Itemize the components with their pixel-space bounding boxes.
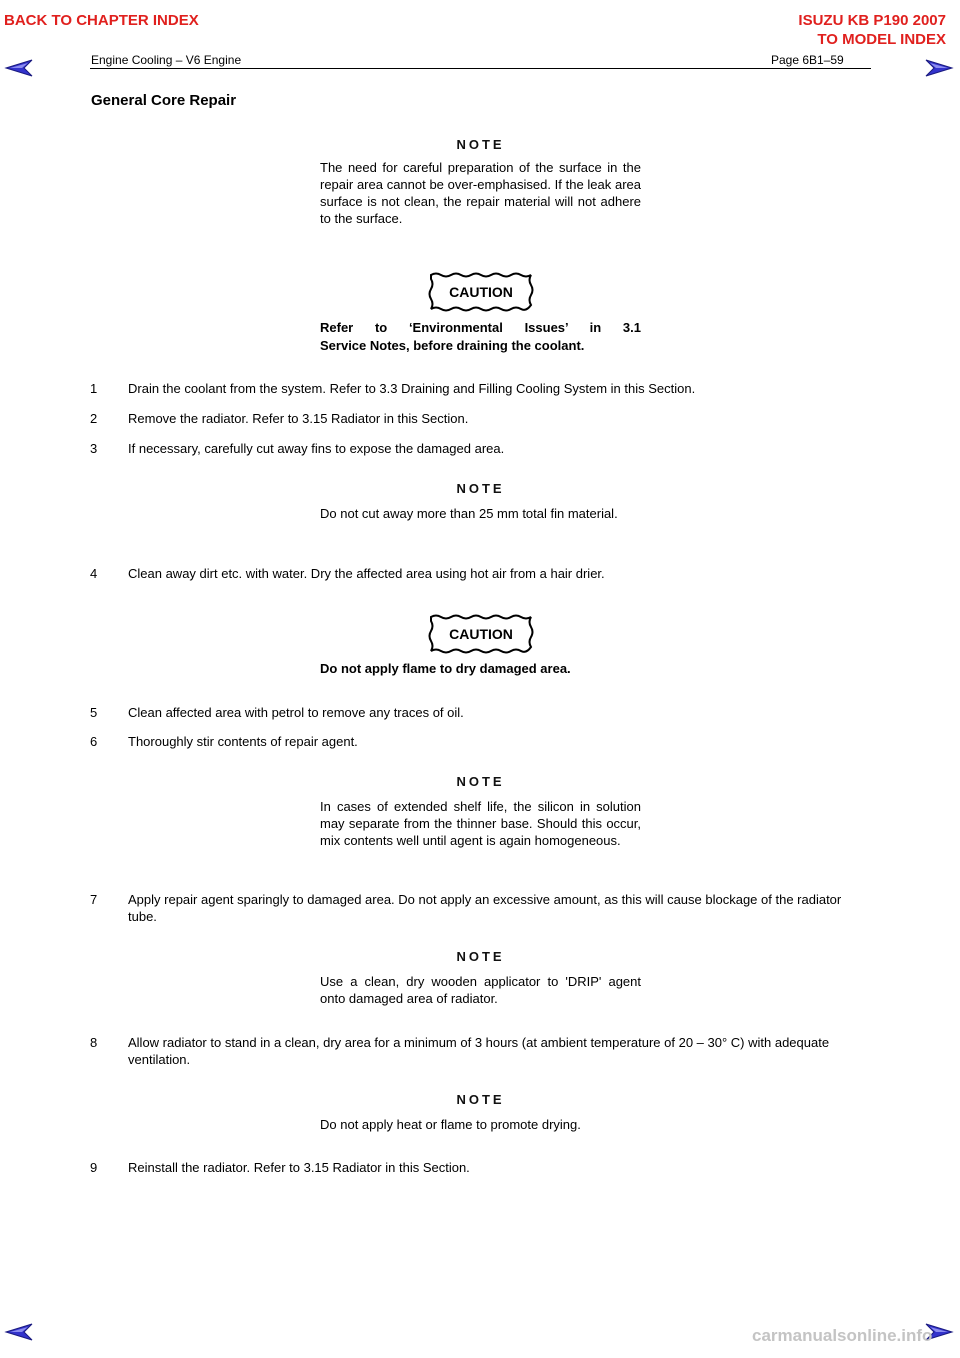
page-number: Page 6B1–59 — [771, 53, 844, 67]
note-text: The need for careful preparation of the surface in the repair area cannot be over-emphasised. If the leak area surface is not clean, the repair material will not adhere to the surface. — [320, 160, 641, 226]
note-title: NOTE — [456, 949, 505, 964]
to-model-index-link[interactable]: TO MODEL INDEX — [817, 31, 946, 48]
caution-text-line1: Refer to ‘Environmental Issues’ in 3.1 — [320, 320, 641, 335]
previous-page-arrow-icon[interactable] — [4, 58, 34, 78]
step-text: Drain the coolant from the system. Refer to 3.3 Draining and Filling Cooling System in this Section. — [128, 381, 696, 396]
step-number: 8 — [90, 1035, 98, 1050]
step-text: Reinstall the radiator. Refer to 3.15 Radiator in this Section. — [128, 1160, 470, 1175]
note-text: Do not cut away more than 25 mm total fin material. — [320, 506, 618, 521]
section-header: Engine Cooling – V6 Engine — [91, 53, 242, 67]
caution-text-line2: Service Notes, before draining the coolant. — [320, 338, 585, 353]
step-text: Remove the radiator. Refer to 3.15 Radiator in this Section. — [128, 411, 469, 426]
caution-text: Do not apply flame to dry damaged area. — [320, 661, 571, 676]
step-text: Thoroughly stir contents of repair agent. — [128, 734, 358, 749]
step-text: Allow radiator to stand in a clean, dry area for a minimum of 3 hours (at ambient temperature of 20 – 30° C) with adequate ventilation. — [128, 1035, 830, 1067]
note-text: In cases of extended shelf life, the silicon in solution may separate from the thinner base. Should this occur, mix contents well until agent is again homogeneous. — [320, 799, 641, 848]
note-title: NOTE — [456, 774, 505, 789]
model-title: ISUZU KB P190 2007 — [798, 12, 946, 29]
caution-label: CAUTION — [449, 626, 513, 642]
step-text: Clean away dirt etc. with water. Dry the affected area using hot air from a hair drier. — [128, 566, 605, 581]
caution-label: CAUTION — [449, 284, 513, 300]
step-number: 3 — [90, 441, 98, 456]
step-number: 5 — [90, 705, 98, 720]
header-rule — [90, 68, 871, 69]
step-text: If necessary, carefully cut away fins to expose the damaged area. — [128, 441, 505, 456]
step-number: 2 — [90, 411, 98, 426]
step-number: 6 — [90, 734, 98, 749]
next-page-arrow-icon[interactable] — [924, 58, 954, 78]
back-to-chapter-index-link[interactable]: BACK TO CHAPTER INDEX — [4, 12, 199, 29]
watermark: carmanualsonline.info — [752, 1326, 933, 1345]
model-index-block[interactable] — [798, 11, 946, 49]
step-number: 9 — [90, 1160, 98, 1175]
caution-badge — [428, 272, 534, 312]
step-text: Apply repair agent sparingly to damaged area. Do not apply an excessive amount, as this will cause blockage of the radiator tube. — [128, 892, 842, 924]
caution-badge — [428, 614, 534, 654]
note-text: Use a clean, dry wooden applicator to 'DRIP' agent onto damaged area of radiator. — [320, 974, 641, 1006]
step-text: Clean affected area with petrol to remove any traces of oil. — [128, 705, 464, 720]
note-title: NOTE — [456, 481, 505, 496]
step-number: 1 — [90, 381, 98, 396]
section-title: General Core Repair — [91, 92, 237, 109]
previous-page-arrow-bottom-icon[interactable] — [4, 1322, 34, 1342]
note-title: NOTE — [456, 1092, 505, 1107]
step-number: 7 — [90, 892, 98, 907]
step-number: 4 — [90, 566, 98, 581]
note-title: NOTE — [456, 137, 505, 152]
note-text: Do not apply heat or flame to promote drying. — [320, 1117, 581, 1132]
